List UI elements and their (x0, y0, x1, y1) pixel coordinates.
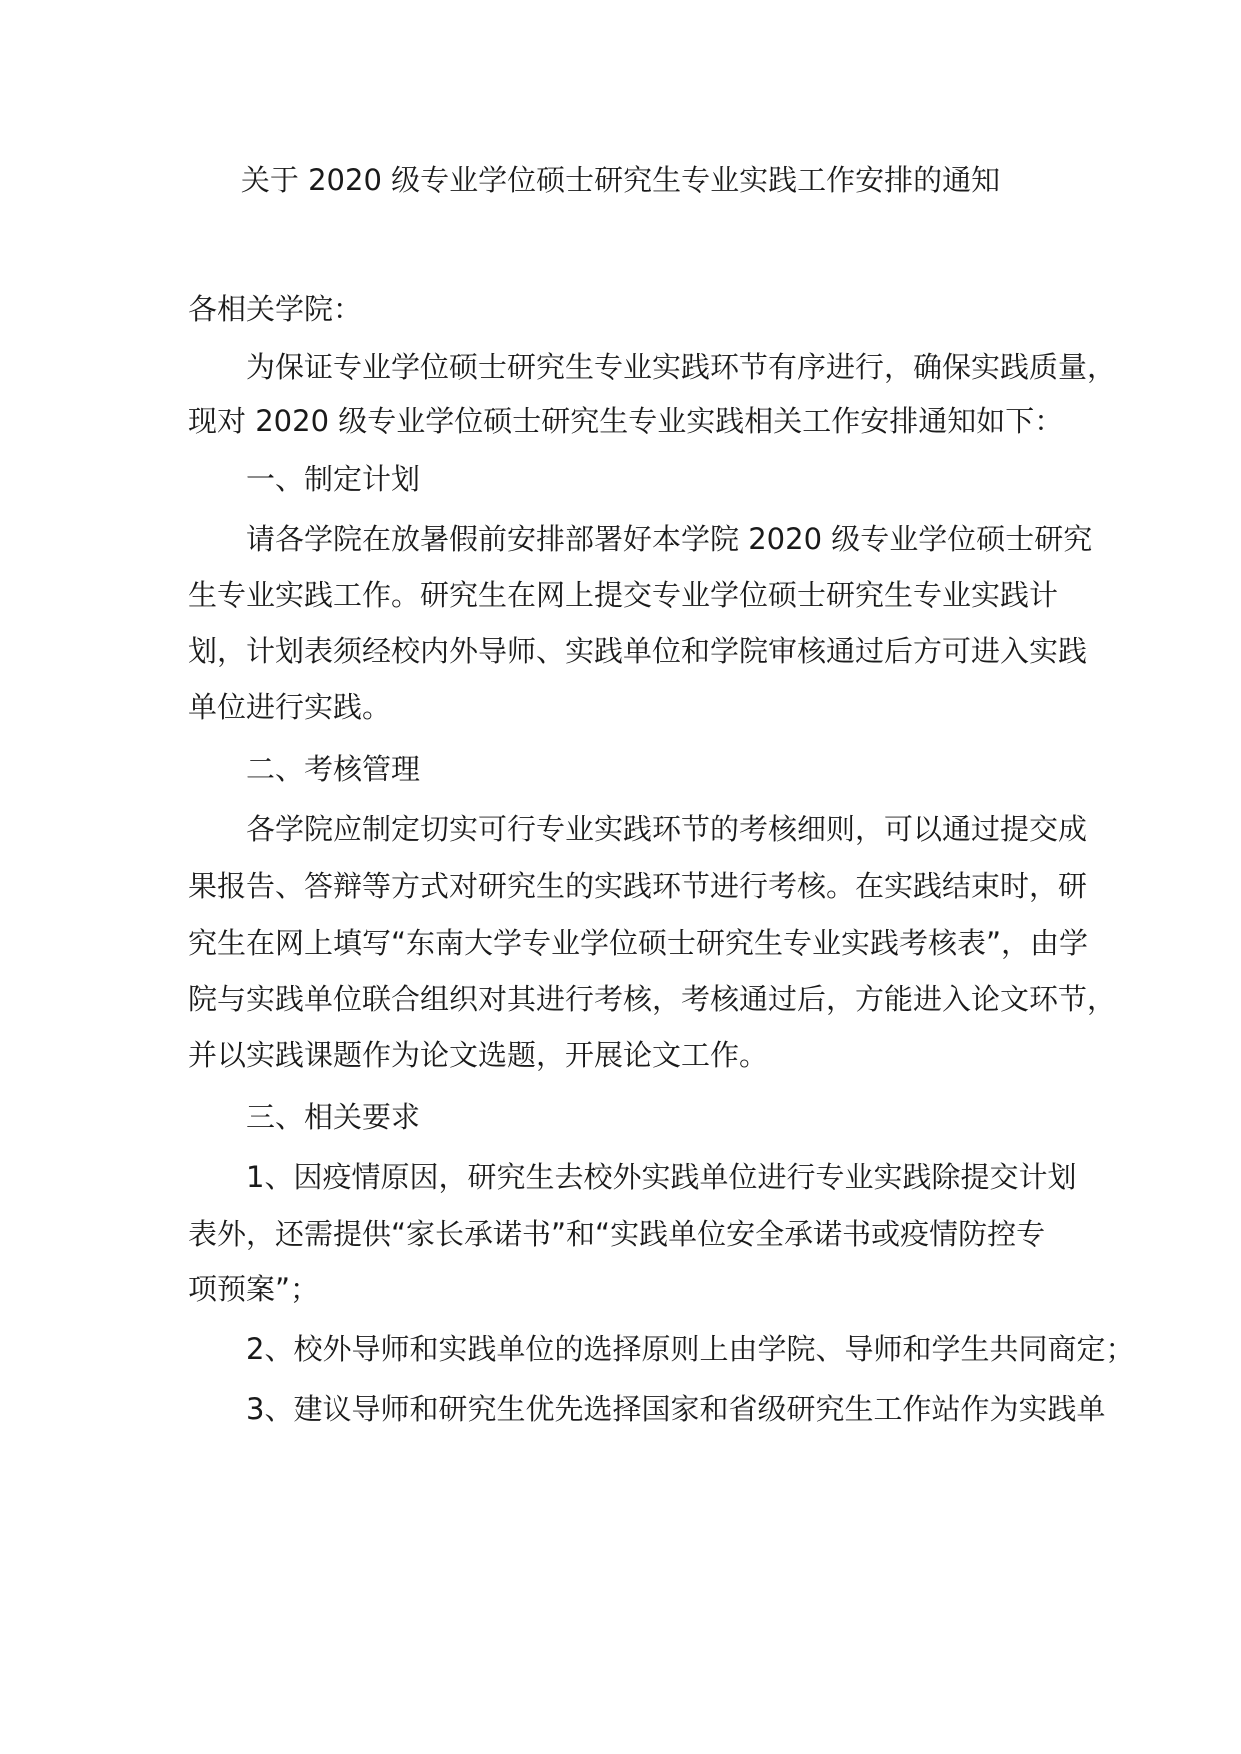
section2-line: 究生在网上填写“东南大学专业学位硕士研究生专业实践考核表”，由学 (188, 926, 1089, 960)
section-heading-plan: 一、制定计划 (246, 462, 421, 496)
section3-line: 项预案”； (188, 1272, 320, 1306)
section1-line: 生专业实践工作。研究生在网上提交专业学位硕士研究生专业实践计 (188, 578, 1059, 612)
intro-line: 为保证专业学位硕士研究生专业实践环节有序进行，确保实践质量， (246, 350, 1117, 384)
section3-line: 2、校外导师和实践单位的选择原则上由学院、导师和学生共同商定； (246, 1332, 1135, 1366)
section3-line: 3、建议导师和研究生优先选择国家和省级研究生工作站作为实践单 (246, 1392, 1106, 1426)
section-heading-requirements: 三、相关要求 (246, 1100, 421, 1134)
document-title: 关于 2020 级专业学位硕士研究生专业实践工作安排的通知 (240, 163, 1001, 197)
section3-line: 表外，还需提供“家长承诺书”和“实践单位安全承诺书或疫情防控专 (188, 1217, 1046, 1251)
section1-line: 请各学院在放暑假前安排部署好本学院 2020 级专业学位硕士研究 (246, 522, 1093, 556)
section-heading-assessment: 二、考核管理 (246, 752, 421, 786)
section2-line: 各学院应制定切实可行专业实践环节的考核细则，可以通过提交成 (246, 812, 1088, 846)
section1-line: 单位进行实践。 (188, 690, 392, 724)
section2-line: 并以实践课题作为论文选题，开展论文工作。 (188, 1038, 769, 1072)
section2-line: 果报告、答辩等方式对研究生的实践环节进行考核。在实践结束时，研 (188, 869, 1088, 903)
section2-line: 院与实践单位联合组织对其进行考核，考核通过后，方能进入论文环节， (188, 982, 1117, 1016)
intro-line: 现对 2020 级专业学位硕士研究生专业实践相关工作安排通知如下： (188, 404, 1064, 438)
salutation: 各相关学院： (188, 292, 363, 326)
section3-line: 1、因疫情原因，研究生去校外实践单位进行专业实践除提交计划 (246, 1160, 1077, 1194)
section1-line: 划，计划表须经校内外导师、实践单位和学院审核通过后方可进入实践 (188, 634, 1088, 668)
